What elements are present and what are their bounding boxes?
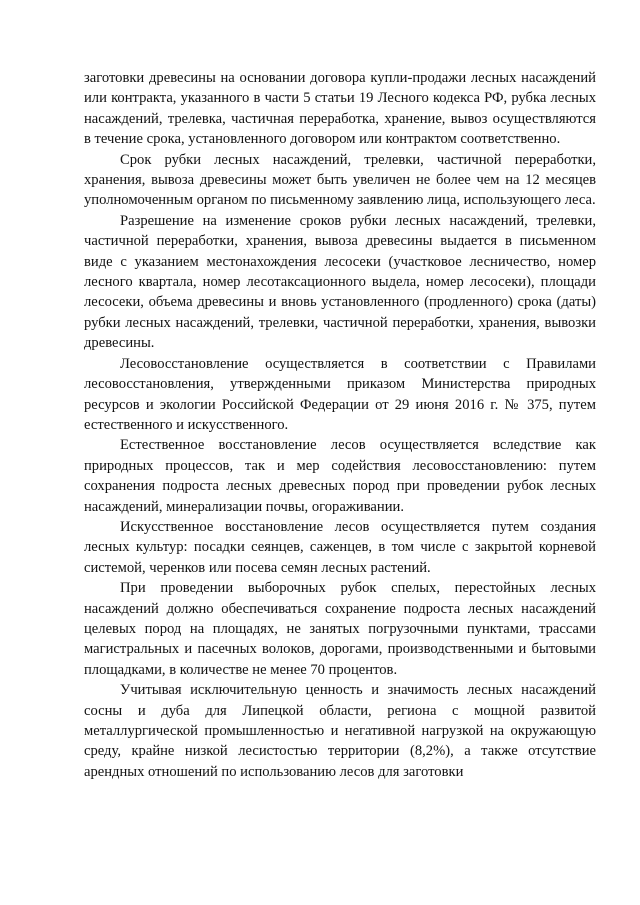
paragraph-permit-change: Разрешение на изменение сроков рубки лесных насаждений, трелевки, частичной переработки, хранения, вывоза древесины выдается в письменном виде с указанием местонахождения лесосеки (участковое лесничество, номер лесного квартала, номер лесотаксационного выдела, номер лесосеки), площади лесосеки, объема древесины и вновь установленного (продленного) срока (даты) рубки лесных насаждений, трелевки, частичной переработки, хранения, вывозки древесины. [84, 212, 596, 352]
paragraph-term-extension: Срок рубки лесных насаждений, трелевки, частичной переработки, хранения, вывоза древесины может быть увеличен не более чем на 12 месяцев уполномоченным органом по письменному заявлению лица, использующего леса. [84, 151, 596, 209]
paragraph-reforestation-rules: Лесовосстановление осуществляется в соответствии с Правилами лесовосстановления, утвержденными приказом Министерства природных ресурсов и экологии Российской Федерации от 29 июня 2016 г. № 375, путем естественного и искусственного. [84, 355, 596, 433]
paragraph-natural-restoration: Естественное восстановление лесов осуществляется вследствие как природных процессов, так и мер содействия лесовосстановлению: путем сохранения подроста лесных древесных пород при проведении рубок лесных насаждений, минерализации почвы, огораживании. [84, 437, 596, 515]
paragraph-pine-oak-value: Учитывая исключительную ценность и значимость лесных насаждений сосны и дуба для Липецкой области, региона с мощной развитой металлургической промышленностью и негативной нагрузкой на окружающую среду, крайне низкой лесистостью территории (8,2%), а также отсутствие арендных отношений по использованию лесов для заготовки [84, 682, 596, 780]
document-body [84, 68, 596, 782]
paragraph-continuation: заготовки древесины на основании договора купли-продажи лесных насаждений или контракта, указанного в части 5 статьи 19 Лесного кодекса РФ, рубка лесных насаждений, трелевка, частичная переработка, хранение, вывоз осуществляются в течение срока, установленного договором или контрактом соответственно. [84, 70, 596, 148]
paragraph-selective-cutting: При проведении выборочных рубок спелых, перестойных лесных насаждений должно обеспечиваться сохранение подроста лесных насаждений целевых пород на площадях, не занятых погрузочными пунктами, трассами магистральных и пасечных волоков, дорогами, производственными и бытовыми площадками, в количестве не менее 70 процентов. [84, 580, 596, 678]
paragraph-artificial-restoration: Искусственное восстановление лесов осуществляется путем создания лесных культур: посадки сеянцев, саженцев, в том числе с закрытой корневой системой, черенков или посева семян лесных растений. [84, 518, 596, 576]
